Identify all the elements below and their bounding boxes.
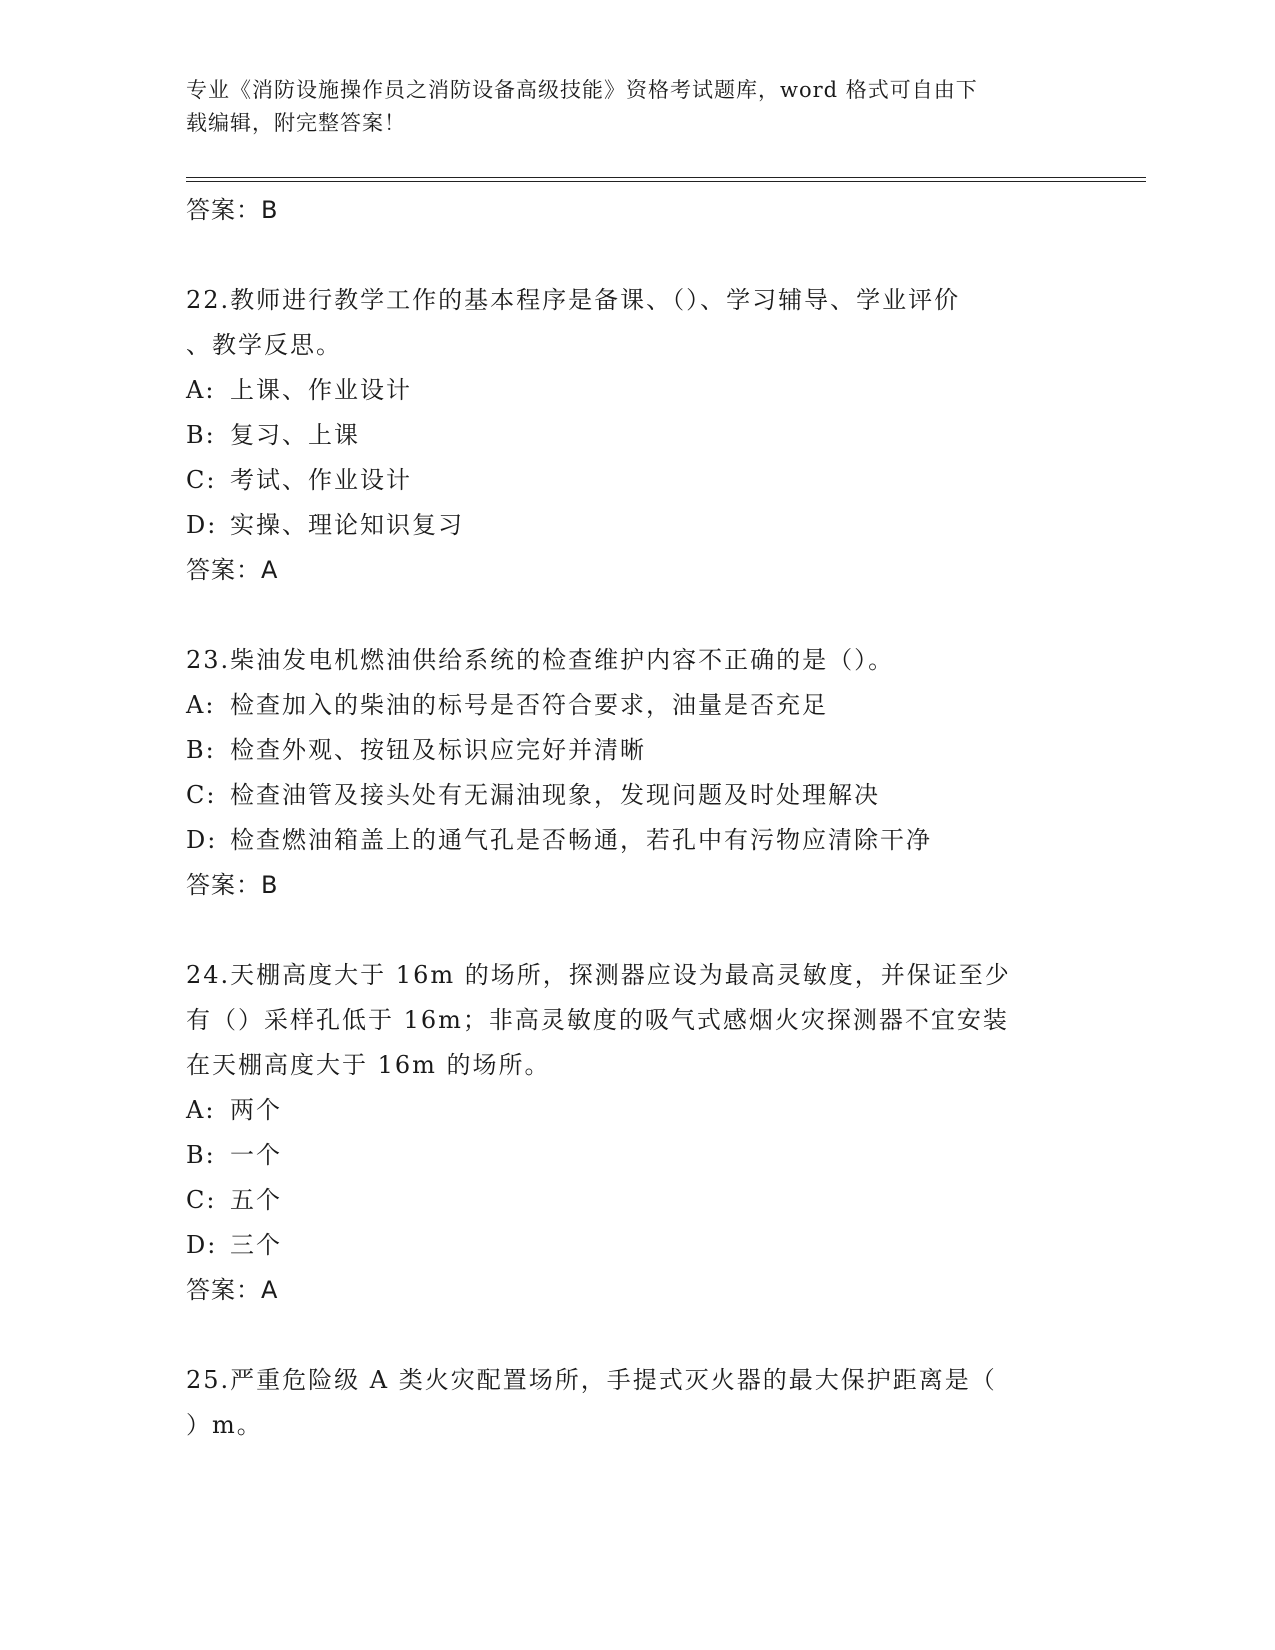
- option-text: 检查外观、按钮及标识应完好并清晰: [230, 736, 646, 764]
- question-content: [186, 188, 1086, 1448]
- option-label: D:: [186, 826, 218, 854]
- answer-line: 答案：B: [186, 871, 279, 899]
- option-d: [186, 818, 1086, 863]
- question-stem-line: ）m。: [186, 1411, 263, 1439]
- option-label: A:: [186, 376, 216, 404]
- header-divider-top: [186, 177, 1146, 178]
- header-line-1: 专业《消防设施操作员之消防设备高级技能》资格考试题库，word 格式可自由下: [186, 78, 978, 102]
- option-b: [186, 728, 1086, 773]
- option-text: 一个: [230, 1141, 282, 1169]
- option-label: A:: [186, 691, 216, 719]
- option-label: C:: [186, 781, 217, 809]
- option-text: 复习、上课: [230, 421, 360, 449]
- option-a: [186, 1088, 1086, 1133]
- answer-line: 答案：A: [186, 1276, 279, 1304]
- question-stem-line: 25.严重危险级 A 类火灾配置场所，手提式灭火器的最大保护距离是（: [186, 1366, 997, 1394]
- answer-line: 答案：A: [186, 556, 279, 584]
- option-label: C:: [186, 466, 217, 494]
- option-d: [186, 1223, 1086, 1268]
- option-text: 检查加入的柴油的标号是否符合要求，油量是否充足: [230, 691, 828, 719]
- option-a: [186, 368, 1086, 413]
- option-label: B:: [186, 736, 216, 764]
- option-text: 五个: [230, 1186, 282, 1214]
- question-23: [186, 638, 1086, 908]
- option-label: B:: [186, 1141, 216, 1169]
- previous-answer: 答案：B: [186, 196, 279, 224]
- option-text: 实操、理论知识复习: [230, 511, 464, 539]
- question-stem-line: 在天棚高度大于 16m 的场所。: [186, 1051, 551, 1079]
- option-text: 检查油管及接头处有无漏油现象，发现问题及时处理解决: [230, 781, 880, 809]
- question-stem-line: 23.柴油发电机燃油供给系统的检查维护内容不正确的是（）。: [186, 646, 895, 674]
- option-a: [186, 683, 1086, 728]
- option-b: [186, 1133, 1086, 1178]
- question-25: [186, 1358, 1086, 1448]
- question-24: [186, 953, 1086, 1313]
- question-stem-line: 、教学反思。: [186, 331, 342, 359]
- option-c: [186, 773, 1086, 818]
- header-divider-bottom: [186, 181, 1146, 182]
- spacer: [186, 233, 1086, 278]
- option-label: D:: [186, 1231, 218, 1259]
- page-header: [186, 74, 1066, 140]
- option-text: 两个: [230, 1096, 282, 1124]
- option-text: 三个: [230, 1231, 282, 1259]
- option-label: D:: [186, 511, 218, 539]
- question-stem-line: 24.天棚高度大于 16m 的场所，探测器应设为最高灵敏度，并保证至少: [186, 961, 1011, 989]
- option-c: [186, 458, 1086, 503]
- spacer: [186, 1313, 1086, 1358]
- option-c: [186, 1178, 1086, 1223]
- option-text: 考试、作业设计: [230, 466, 412, 494]
- option-text: 上课、作业设计: [230, 376, 412, 404]
- question-stem-line: 有（）采样孔低于 16m；非高灵敏度的吸气式感烟火灾探测器不宜安装: [186, 1006, 1009, 1034]
- header-line-2: 载编辑，附完整答案！: [186, 111, 406, 135]
- question-22: [186, 278, 1086, 593]
- option-b: [186, 413, 1086, 458]
- option-label: A:: [186, 1096, 216, 1124]
- spacer: [186, 908, 1086, 953]
- question-stem-line: 22.教师进行教学工作的基本程序是备课、（）、学习辅导、学业评价: [186, 286, 961, 314]
- option-text: 检查燃油箱盖上的通气孔是否畅通，若孔中有污物应清除干净: [230, 826, 932, 854]
- option-label: C:: [186, 1186, 217, 1214]
- option-label: B:: [186, 421, 216, 449]
- option-d: [186, 503, 1086, 548]
- spacer: [186, 593, 1086, 638]
